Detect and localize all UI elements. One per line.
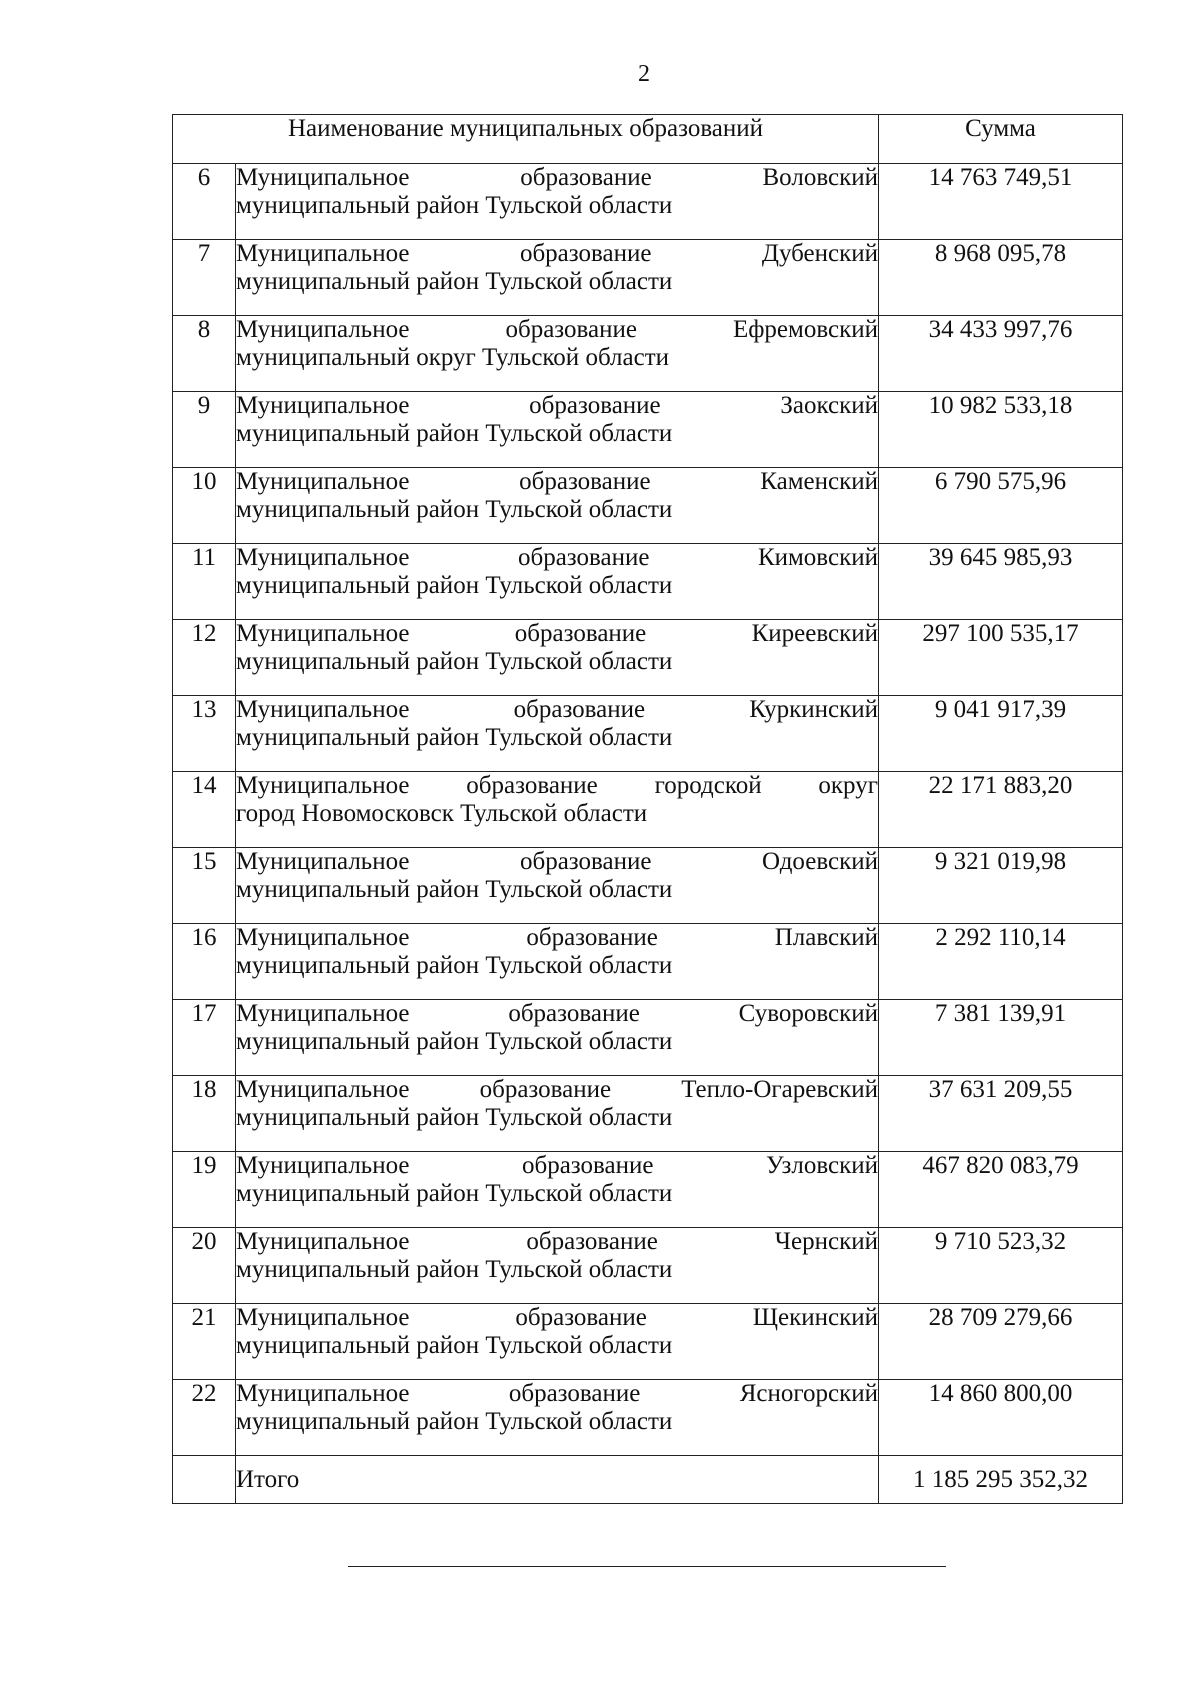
table-row [173, 240, 1123, 316]
row-number-cell: 13 [173, 696, 236, 772]
name-word: образование [479, 1076, 612, 1103]
municipality-name-cell [236, 772, 879, 848]
municipality-name-line2: муниципальный район Тульской области [236, 724, 673, 751]
name-word: Дубенский [761, 240, 878, 267]
municipality-name-line1 [236, 924, 878, 952]
municipality-name-line1 [236, 772, 878, 800]
table-row [173, 620, 1123, 696]
name-word: образование [466, 772, 598, 799]
name-word: Муниципальное [236, 1380, 410, 1407]
municipality-name-line1 [236, 620, 878, 648]
row-number-cell: 6 [173, 164, 236, 240]
row-number-cell: 16 [173, 924, 236, 1000]
name-word: Муниципальное [236, 1076, 410, 1103]
total-label-cell: Итого [236, 1456, 879, 1504]
name-word: Одоевский [761, 848, 878, 875]
row-number-cell: 14 [173, 772, 236, 848]
row-number-cell: 22 [173, 1380, 236, 1456]
table-row [173, 1152, 1123, 1228]
sum-cell: 9 710 523,32 [879, 1228, 1123, 1304]
municipality-name-cell [236, 1152, 879, 1228]
municipality-name-line2: муниципальный район Тульской области [236, 876, 673, 903]
name-word: Муниципальное [236, 772, 410, 799]
municipality-name-cell [236, 316, 879, 392]
name-word: Муниципальное [236, 696, 410, 723]
row-number-cell: 15 [173, 848, 236, 924]
name-word: образование [513, 696, 646, 723]
municipality-name-line2: муниципальный район Тульской области [236, 420, 673, 447]
name-word: Муниципальное [236, 620, 410, 647]
name-word: Каменский [760, 468, 878, 495]
municipality-name-cell [236, 1380, 879, 1456]
municipality-name-cell [236, 164, 879, 240]
name-word: Муниципальное [236, 392, 410, 419]
name-word: Плавский [774, 924, 878, 951]
name-word: Куркинский [749, 696, 878, 723]
table-body [173, 164, 1123, 1456]
municipality-name-line2: муниципальный район Тульской области [236, 1408, 673, 1435]
name-word: образование [517, 544, 650, 571]
sum-cell: 9 321 019,98 [879, 848, 1123, 924]
name-word: Муниципальное [236, 468, 410, 495]
municipality-name-cell [236, 544, 879, 620]
sum-cell: 14 860 800,00 [879, 1380, 1123, 1456]
name-word: образование [519, 848, 652, 875]
sum-cell: 14 763 749,51 [879, 164, 1123, 240]
row-number-cell: 17 [173, 1000, 236, 1076]
name-word: округ [818, 772, 878, 799]
table-row [173, 316, 1123, 392]
header-name-cell: Наименование муниципальных образований [173, 115, 879, 164]
name-word: образование [520, 164, 652, 191]
municipality-name-cell [236, 392, 879, 468]
table-row [173, 164, 1123, 240]
municipality-name-line1 [236, 316, 878, 344]
name-word: городской [654, 772, 762, 799]
name-word: Муниципальное [236, 848, 410, 875]
table-row [173, 1380, 1123, 1456]
name-word: Киреевский [751, 620, 878, 647]
row-number-cell: 10 [173, 468, 236, 544]
name-word: Муниципальное [236, 1000, 410, 1027]
name-word: Ефремовский [732, 316, 878, 343]
sum-cell: 28 709 279,66 [879, 1304, 1123, 1380]
name-word: Муниципальное [236, 1152, 410, 1179]
municipality-name-cell [236, 1228, 879, 1304]
row-number-cell: 12 [173, 620, 236, 696]
sum-cell: 22 171 883,20 [879, 772, 1123, 848]
municipality-name-line2: муниципальный район Тульской области [236, 1332, 673, 1359]
name-word: Муниципальное [236, 1304, 410, 1331]
name-word: образование [508, 1380, 641, 1407]
sum-cell: 6 790 575,96 [879, 468, 1123, 544]
row-number-cell: 7 [173, 240, 236, 316]
row-number-cell: 9 [173, 392, 236, 468]
row-number-cell: 8 [173, 316, 236, 392]
table-row [173, 392, 1123, 468]
municipality-name-line2: муниципальный район Тульской области [236, 1028, 673, 1055]
name-word: Муниципальное [236, 924, 410, 951]
name-word: образование [515, 1304, 647, 1331]
name-word: Муниципальное [236, 240, 410, 267]
municipality-name-line1 [236, 468, 878, 496]
municipality-name-line1 [236, 240, 878, 268]
name-word: образование [526, 924, 658, 951]
name-word: Суворовский [738, 1000, 878, 1027]
row-number-cell: 20 [173, 1228, 236, 1304]
name-word: Муниципальное [236, 544, 410, 571]
name-word: Щекинский [752, 1304, 878, 1331]
table-row [173, 1000, 1123, 1076]
table-row [173, 1304, 1123, 1380]
municipality-name-line1 [236, 1380, 878, 1408]
end-separator-line [348, 1566, 946, 1567]
row-number-cell: 18 [173, 1076, 236, 1152]
name-word: Тепло-Огаревский [681, 1076, 878, 1103]
table-header-row [173, 115, 1123, 164]
sum-cell: 467 820 083,79 [879, 1152, 1123, 1228]
name-word: Чернский [774, 1228, 878, 1255]
name-word: образование [526, 1228, 658, 1255]
name-word: образование [505, 316, 637, 343]
row-number-cell: 19 [173, 1152, 236, 1228]
municipality-name-line2: муниципальный округ Тульской области [236, 344, 670, 371]
name-word: Муниципальное [236, 1228, 410, 1255]
table-row [173, 468, 1123, 544]
total-num-cell [173, 1456, 236, 1504]
name-word: образование [508, 1000, 640, 1027]
municipality-name-line1 [236, 1228, 878, 1256]
municipality-name-line2: муниципальный район Тульской области [236, 648, 673, 675]
municipality-name-line1 [236, 164, 878, 192]
total-sum-cell: 1 185 295 352,32 [879, 1456, 1123, 1504]
row-number-cell: 21 [173, 1304, 236, 1380]
table-row [173, 848, 1123, 924]
sum-cell: 297 100 535,17 [879, 620, 1123, 696]
municipality-name-cell [236, 240, 879, 316]
municipality-name-line2: муниципальный район Тульской области [236, 1180, 673, 1207]
municipality-name-line1 [236, 1000, 878, 1028]
municipality-name-line1 [236, 1152, 878, 1180]
municipality-name-line1 [236, 1076, 878, 1104]
sum-cell: 37 631 209,55 [879, 1076, 1123, 1152]
municipality-name-cell [236, 848, 879, 924]
name-word: образование [519, 240, 652, 267]
municipality-name-line1 [236, 696, 878, 724]
municipality-name-cell [236, 924, 879, 1000]
municipality-name-cell [236, 1076, 879, 1152]
name-word: образование [519, 468, 651, 495]
municipality-name-cell [236, 1304, 879, 1380]
page-number: 2 [638, 61, 650, 87]
municipality-name-cell [236, 696, 879, 772]
municipality-name-line2: муниципальный район Тульской области [236, 1256, 673, 1283]
name-word: Муниципальное [236, 316, 410, 343]
name-word: образование [514, 620, 647, 647]
table-row [173, 1076, 1123, 1152]
total-row [173, 1456, 1123, 1504]
name-word: образование [521, 1152, 654, 1179]
municipality-name-line2: муниципальный район Тульской области [236, 1104, 673, 1131]
municipal-sums-table [172, 114, 1123, 1504]
municipality-name-line1 [236, 1304, 878, 1332]
sum-cell: 39 645 985,93 [879, 544, 1123, 620]
municipality-name-line2: муниципальный район Тульской области [236, 496, 673, 523]
name-word: Воловский [762, 164, 878, 191]
municipality-name-line2: город Новомосковск Тульской области [236, 800, 648, 827]
name-word: Ясногорский [739, 1380, 878, 1407]
municipality-name-line2: муниципальный район Тульской области [236, 952, 673, 979]
sum-cell: 8 968 095,78 [879, 240, 1123, 316]
municipality-name-cell [236, 468, 879, 544]
municipality-name-line2: муниципальный район Тульской области [236, 572, 673, 599]
municipality-name-cell [236, 620, 879, 696]
table-row [173, 696, 1123, 772]
name-word: Кимовский [757, 544, 878, 571]
municipality-name-line2: муниципальный район Тульской области [236, 268, 673, 295]
header-sum-cell: Сумма [879, 115, 1123, 164]
municipality-name-line1 [236, 848, 878, 876]
table-row [173, 544, 1123, 620]
municipality-name-cell [236, 1000, 879, 1076]
sum-cell: 9 041 917,39 [879, 696, 1123, 772]
table-row [173, 1228, 1123, 1304]
name-word: Заокский [780, 392, 878, 419]
row-number-cell: 11 [173, 544, 236, 620]
municipality-name-line1 [236, 544, 878, 572]
name-word: Муниципальное [236, 164, 410, 191]
municipality-name-line2: муниципальный район Тульской области [236, 192, 673, 219]
table-row [173, 924, 1123, 1000]
name-word: образование [529, 392, 661, 419]
municipality-name-line1 [236, 392, 878, 420]
table-row [173, 772, 1123, 848]
sum-cell: 10 982 533,18 [879, 392, 1123, 468]
sum-cell: 34 433 997,76 [879, 316, 1123, 392]
name-word: Узловский [765, 1152, 878, 1179]
sum-cell: 2 292 110,14 [879, 924, 1123, 1000]
sum-cell: 7 381 139,91 [879, 1000, 1123, 1076]
